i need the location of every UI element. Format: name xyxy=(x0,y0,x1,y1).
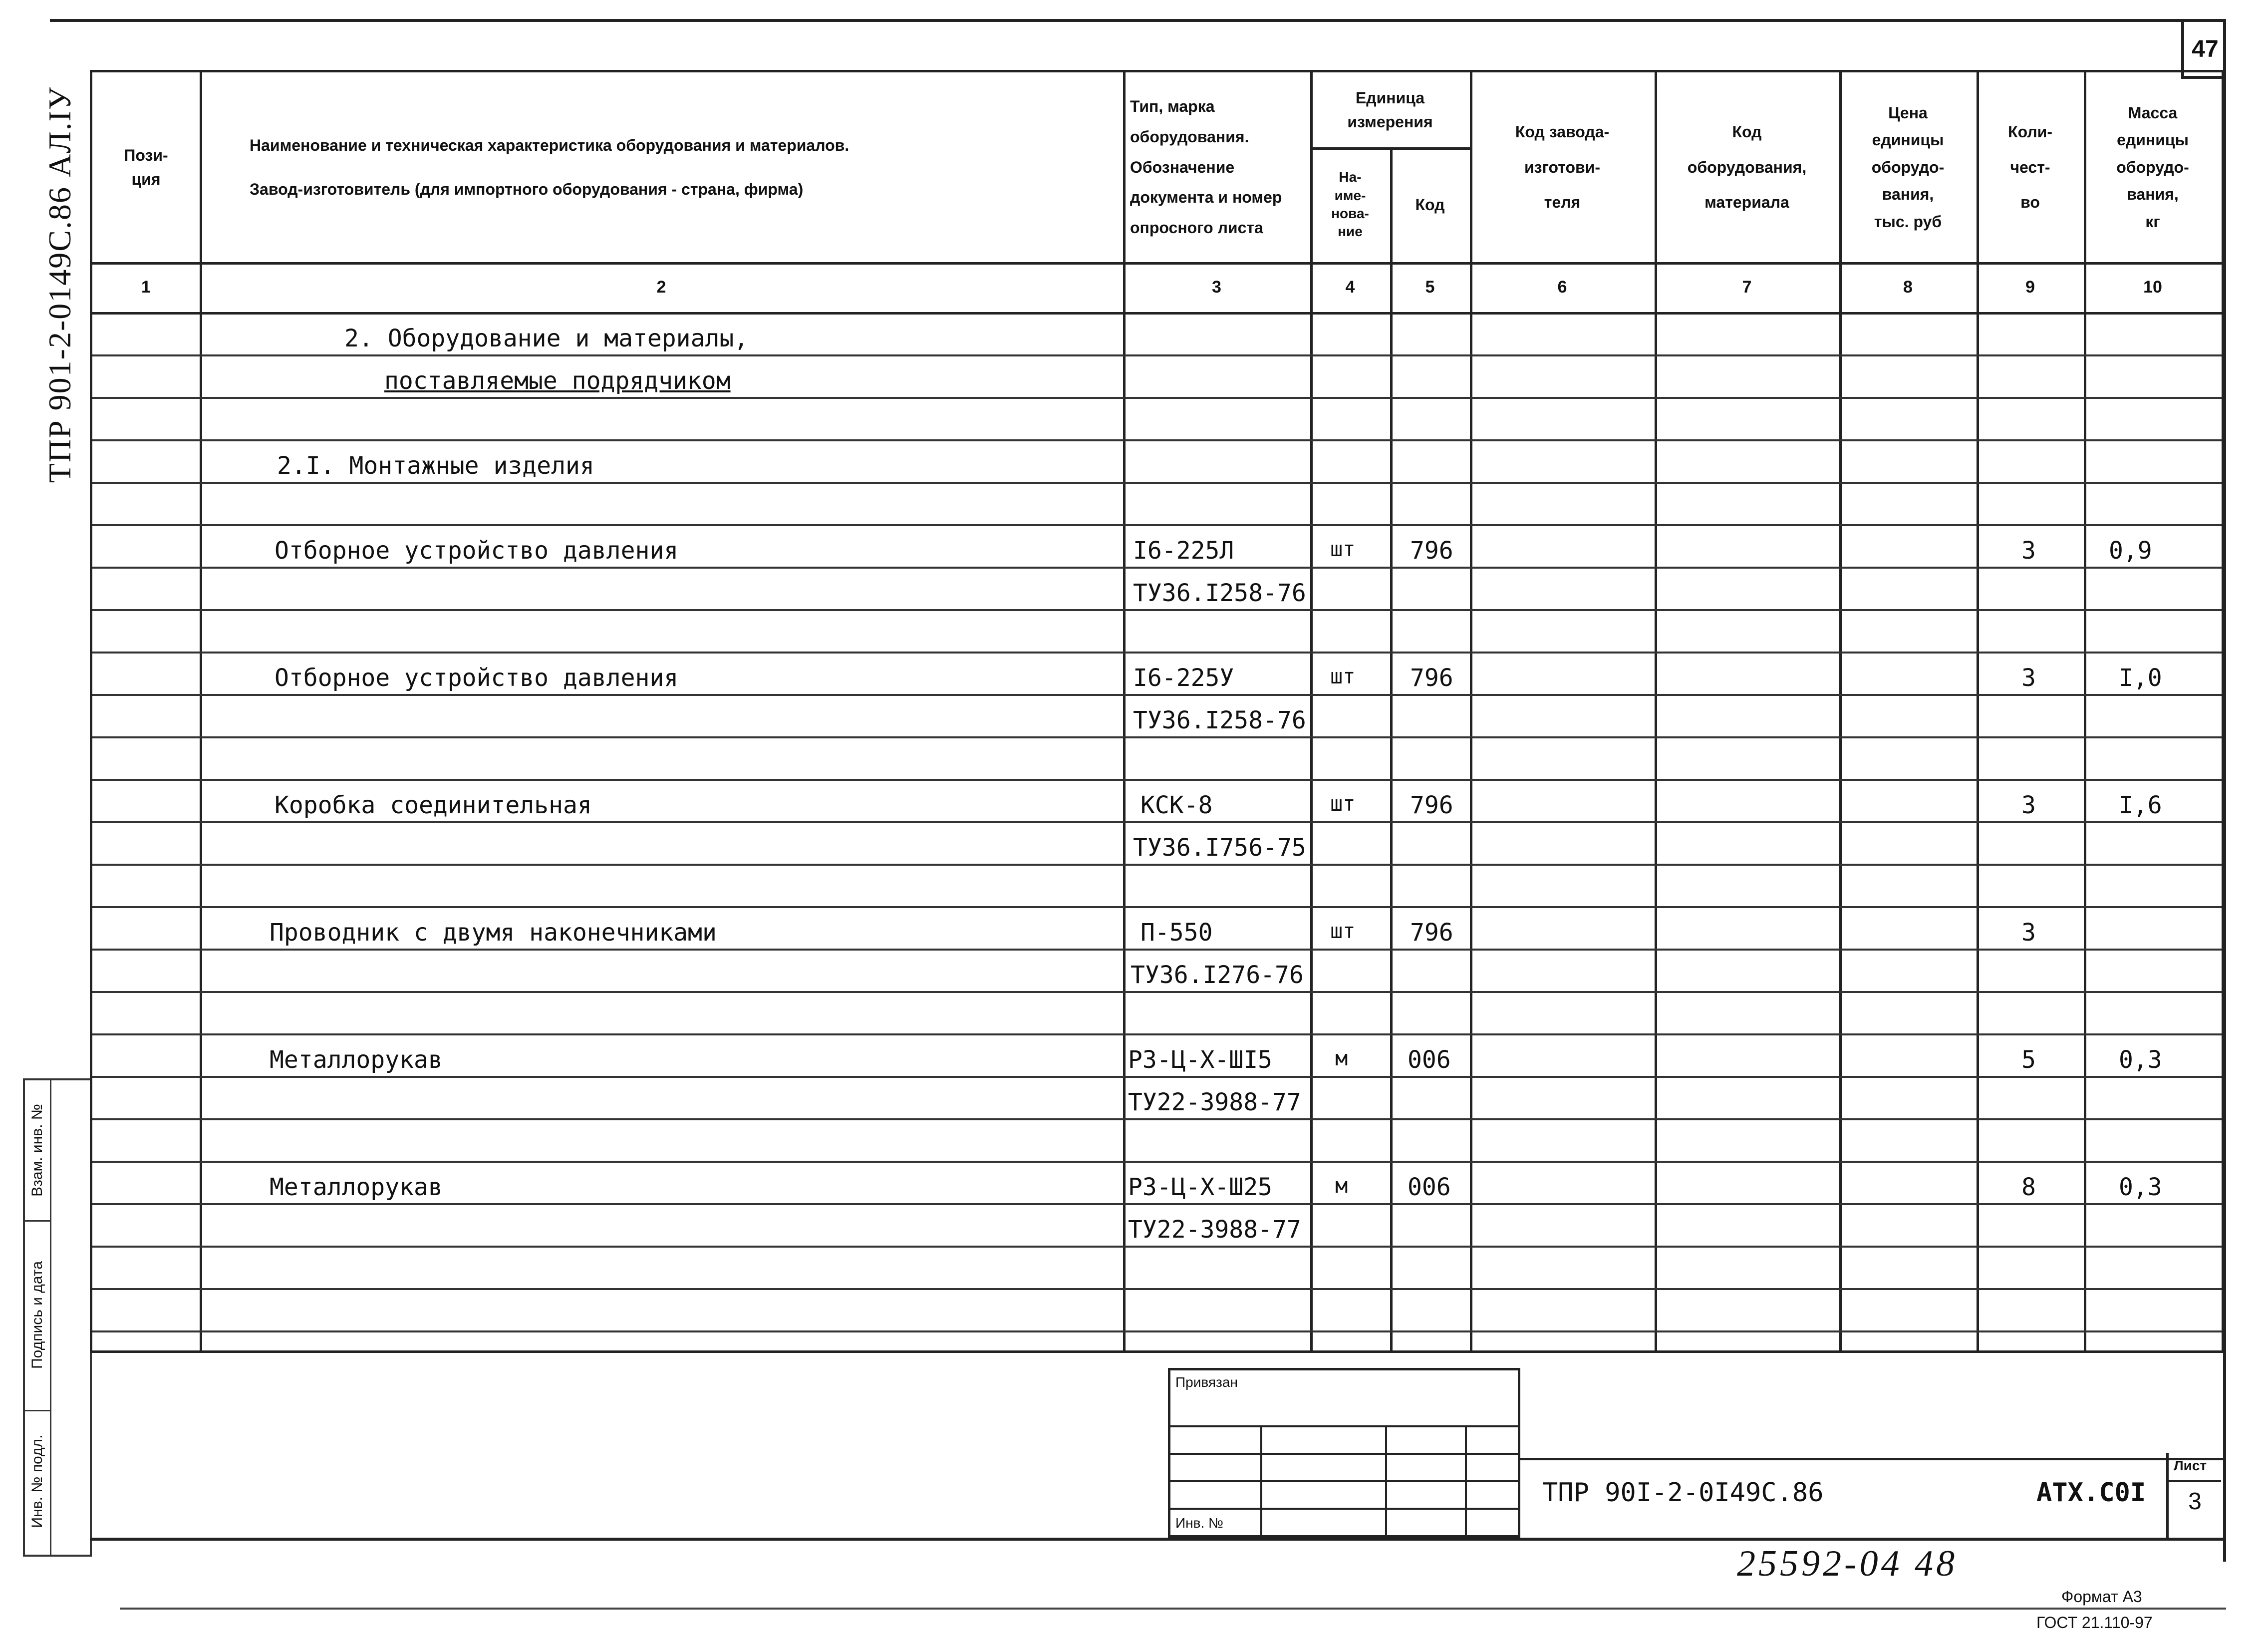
linked-stamp xyxy=(1168,1368,1520,1538)
format-label: Формат А3 xyxy=(2061,1588,2142,1606)
title-block-doc: АТХ.С0I xyxy=(2036,1478,2146,1508)
item-type: I6-225Л xyxy=(1133,537,1234,565)
item-name: Проводник с двумя наконечниками xyxy=(270,919,717,947)
header-factory-code: Код завода- изготови- теля xyxy=(1515,123,1610,212)
item-doc: ТУ22-3988-77 xyxy=(1128,1216,1301,1244)
section-title-line1: 2. Оборудование и материалы, xyxy=(344,325,749,352)
side-stamp-label: Взам. инв. № xyxy=(29,1104,45,1197)
item-type: РЗ-Ц-Х-Ш25 xyxy=(1128,1173,1272,1201)
side-stamp-cell-2 xyxy=(25,1220,50,1411)
item-doc: ТУ36.I756-75 xyxy=(1133,834,1306,862)
item-mass: 0,3 xyxy=(2119,1046,2162,1074)
header-quantity: Коли- чест- во xyxy=(2008,123,2052,212)
item-qty: 3 xyxy=(2021,664,2036,692)
item-unit-code: 796 xyxy=(1410,919,1453,947)
item-type: П-550 xyxy=(1140,919,1213,947)
column-number: 8 xyxy=(1903,277,1913,297)
item-name: Металлорукав xyxy=(270,1173,443,1201)
item-mass: I,6 xyxy=(2119,791,2162,819)
frame-top-line xyxy=(50,19,2226,22)
sheet-box xyxy=(2166,1453,2221,1538)
item-unit: шт xyxy=(1330,919,1356,943)
gost-label: ГОСТ 21.110-97 xyxy=(2036,1614,2153,1632)
side-stamp xyxy=(23,1078,92,1557)
item-qty: 3 xyxy=(2021,919,2036,947)
column-number: 10 xyxy=(2143,277,2162,297)
column-number: 9 xyxy=(2025,277,2035,297)
item-unit-code: 006 xyxy=(1408,1046,1451,1074)
item-name: Отборное устройство давления xyxy=(275,537,679,565)
bottom-rule xyxy=(120,1608,2226,1610)
specification-table xyxy=(90,70,2224,1353)
side-stamp-label: Подпись и дата xyxy=(29,1261,45,1369)
side-document-code xyxy=(20,80,100,489)
item-qty: 3 xyxy=(2021,537,2036,565)
section-title-line2: поставляемые подрядчиком xyxy=(384,367,731,395)
item-unit: шт xyxy=(1330,664,1356,688)
column-number: 7 xyxy=(1742,277,1752,297)
item-doc: ТУ36.I276-76 xyxy=(1131,961,1304,989)
column-number: 3 xyxy=(1212,277,1221,297)
item-unit-code: 796 xyxy=(1410,664,1453,692)
item-doc: ТУ36.I258-76 xyxy=(1133,706,1306,734)
item-doc: ТУ36.I258-76 xyxy=(1133,579,1306,607)
item-mass: I,0 xyxy=(2119,664,2162,692)
item-type: РЗ-Ц-Х-ШI5 xyxy=(1128,1046,1272,1074)
item-doc: ТУ22-3988-77 xyxy=(1128,1088,1301,1116)
header-position: Пози- ция xyxy=(124,146,168,188)
inventory-label: Инв. № xyxy=(1175,1515,1224,1531)
side-code-text: ТПР 901-2-0149С.86 АЛ.IУ xyxy=(42,86,77,483)
frame-bottom-line xyxy=(90,1538,2226,1541)
column-number: 4 xyxy=(1345,277,1355,297)
header-name-line1: Наименование и техническая характеристика оборудования и материалов. xyxy=(250,136,850,154)
item-name: Отборное устройство давления xyxy=(275,664,679,692)
handwritten-number: 25592-04 48 xyxy=(1737,1543,1958,1584)
item-qty: 5 xyxy=(2021,1046,2036,1074)
item-unit-code: 796 xyxy=(1410,537,1453,565)
column-number: 5 xyxy=(1425,277,1435,297)
side-stamp-cell-3 xyxy=(25,1410,50,1553)
header-unit-code: Код xyxy=(1415,196,1445,214)
item-unit: м xyxy=(1335,1173,1348,1198)
item-name: Металлорукав xyxy=(270,1046,443,1074)
header-equipment-code: Код оборудования, материала xyxy=(1687,123,1807,212)
column-number: 6 xyxy=(1557,277,1567,297)
header-name-line2: Завод-изготовитель (для импортного оборудования - страна, фирма) xyxy=(250,180,804,198)
item-name: Коробка соединительная xyxy=(275,791,592,819)
item-qty: 3 xyxy=(2021,791,2036,819)
header-mass: Масса единицы оборудо- вания, кг xyxy=(2116,104,2189,231)
item-type: I6-225У xyxy=(1133,664,1234,692)
side-stamp-label: Инв. № подл. xyxy=(29,1434,45,1528)
sheet-label: Лист xyxy=(2174,1458,2207,1473)
item-qty: 8 xyxy=(2021,1173,2036,1201)
side-stamp-cell-1 xyxy=(25,1080,50,1222)
header-unit-name: На- име- нова- ние xyxy=(1331,169,1369,240)
linked-label: Привязан xyxy=(1175,1374,1238,1390)
sheet-corner-number: 47 xyxy=(2181,22,2226,79)
header-unit-group: Единица измерения xyxy=(1347,89,1433,131)
header-name xyxy=(200,72,1123,262)
item-unit: шт xyxy=(1330,791,1356,816)
column-number: 2 xyxy=(656,277,666,297)
subsection-title: 2.I. Монтажные изделия xyxy=(277,452,594,480)
item-unit-code: 796 xyxy=(1410,791,1453,819)
column-number: 1 xyxy=(141,277,151,297)
header-price: Цена единицы оборудо- вания, тыс. руб xyxy=(1871,104,1945,231)
item-mass: 0,9 xyxy=(2109,537,2152,565)
item-type: КСК-8 xyxy=(1140,791,1213,819)
sheet-number: 3 xyxy=(2188,1488,2202,1515)
item-mass: 0,3 xyxy=(2119,1173,2162,1201)
title-block-line xyxy=(1520,1458,2226,1460)
item-unit: м xyxy=(1335,1046,1348,1070)
item-unit-code: 006 xyxy=(1408,1173,1451,1201)
title-block-code: ТПР 90I-2-0I49С.86 xyxy=(1542,1478,1824,1508)
header-type: Тип, марка оборудования. Обозначение документа и номер опросного листа xyxy=(1130,97,1282,237)
item-unit: шт xyxy=(1330,537,1356,561)
